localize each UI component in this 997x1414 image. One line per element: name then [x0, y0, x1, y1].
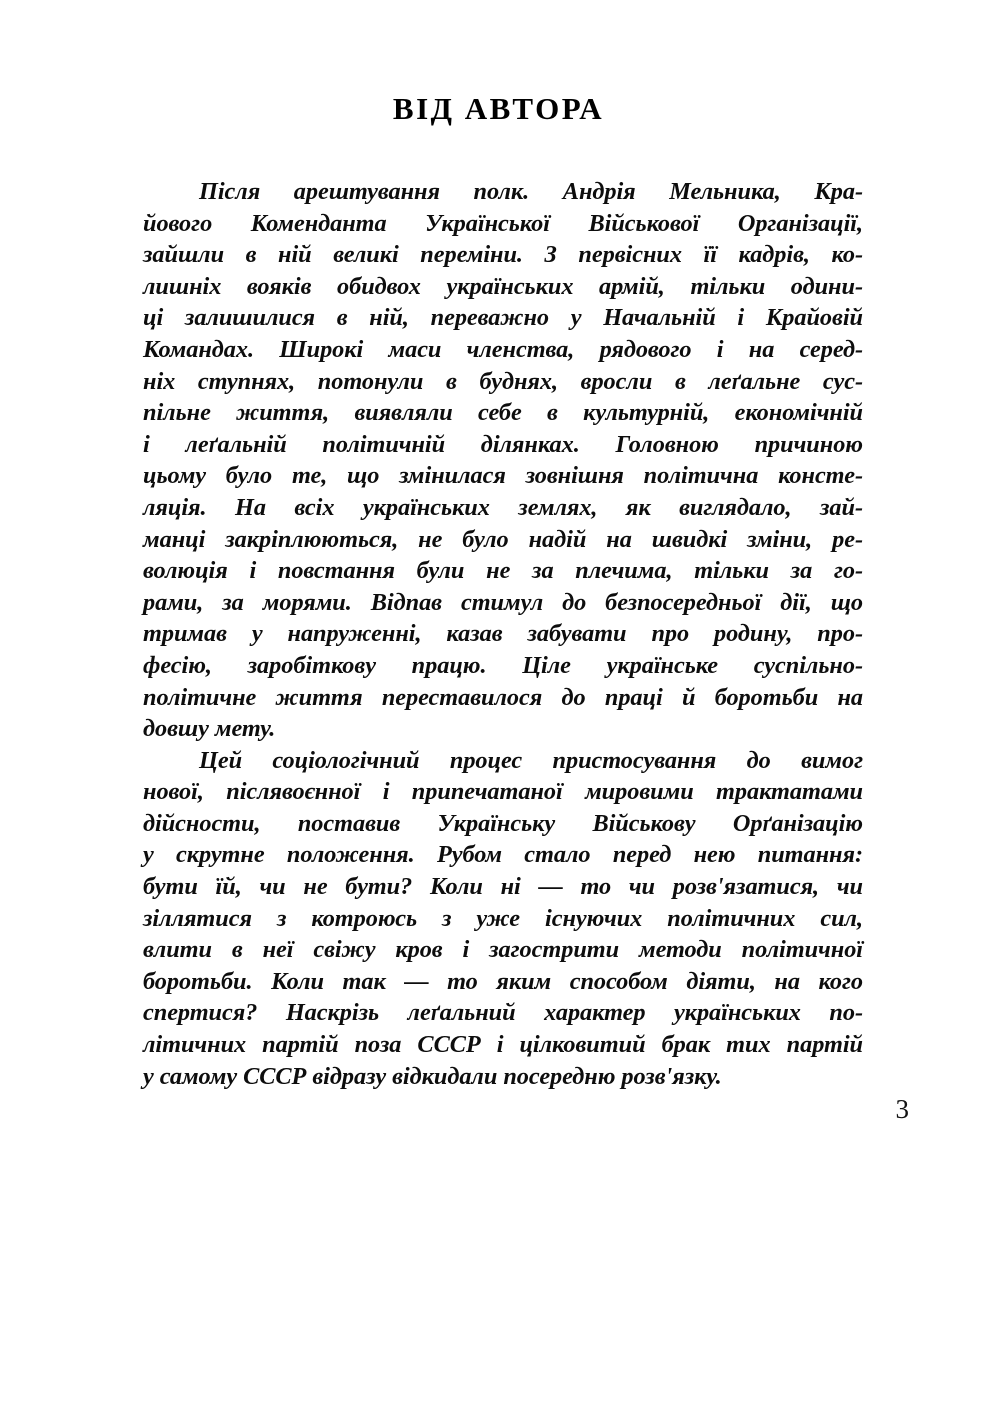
text-line: спертися? Наскрізь леґальний характер українських по- [143, 999, 863, 1027]
text-line: дійсности, поставив Українську Військову Орґанізацію [143, 809, 863, 837]
page-title: ВІД АВТОРА [392, 91, 605, 126]
text-line: тримав у напруженні, казав забувати про родину, про- [143, 620, 863, 648]
text-line: нової, післявоєнної і припечатаної мировими трактатами [143, 778, 863, 806]
paragraph-1 [143, 176, 863, 745]
text-line: ці залишилися в ній, переважно у Начальній і Крайовій [143, 304, 863, 332]
paragraph-2 [143, 745, 863, 1093]
text-line: політичне життя переставилося до праці й боротьби на [143, 683, 863, 711]
text-line: у самому СССР відразу відкидали посередню розв'язку. [143, 1062, 722, 1090]
text-line: лишніх вояків обидвох українських армій, тільки одини- [143, 272, 863, 300]
text-line: рами, за морями. Відпав стимул до безпосередньої дії, що [143, 588, 863, 616]
text-line: зайшли в ній великі переміни. З первісних її кадрів, ко- [143, 241, 863, 269]
text-line: зіллятися з котроюсь з уже існуючих політичних сил, [143, 904, 863, 932]
text-line: йового Коменданта Української Військової Організації, [143, 209, 863, 237]
text-line: довшу мету. [143, 715, 276, 743]
text-line: бути їй, чи не бути? Коли ні — то чи розв'язатися, чи [143, 873, 863, 901]
text-line: ляція. На всіх українських землях, як виглядало, зай- [143, 493, 863, 521]
text-line: у скрутне положення. Рубом стало перед нею питання: [143, 841, 863, 869]
text-line: влити в неї свіжу кров і загострити методи політичної [143, 936, 863, 964]
text-line: цьому було те, що змінилася зовнішня політична консте- [143, 462, 863, 490]
text-line: літичних партій поза СССР і цілковитий брак тих партій [143, 1031, 863, 1059]
text-line: і леґальній політичній ділянках. Головною причиною [143, 430, 863, 458]
text-line: фесію, заробіткову працю. Ціле українське суспільно- [143, 651, 863, 679]
text-line: Після арештування полк. Андрія Мельника, Кра- [199, 178, 863, 205]
text-line: пільне життя, виявляли себе в культурній, економічній [143, 399, 863, 427]
page-number: 3 [895, 1094, 909, 1124]
text-line: ніх ступнях, потонули в буднях, вросли в леґальне сус- [143, 367, 863, 395]
text-line: волюція і повстання були не за плечима, тільки за го- [143, 557, 863, 585]
text-line: боротьби. Коли так — то яким способом діяти, на кого [143, 967, 863, 995]
text-line: манці закріплюються, не було надій на швидкі зміни, ре- [143, 525, 863, 553]
body-text-block [143, 176, 863, 1092]
text-line: Командах. Широкі маси членства, рядового і на серед- [143, 335, 863, 363]
text-line: Цей соціологічний процес пристосування до вимог [199, 746, 863, 774]
